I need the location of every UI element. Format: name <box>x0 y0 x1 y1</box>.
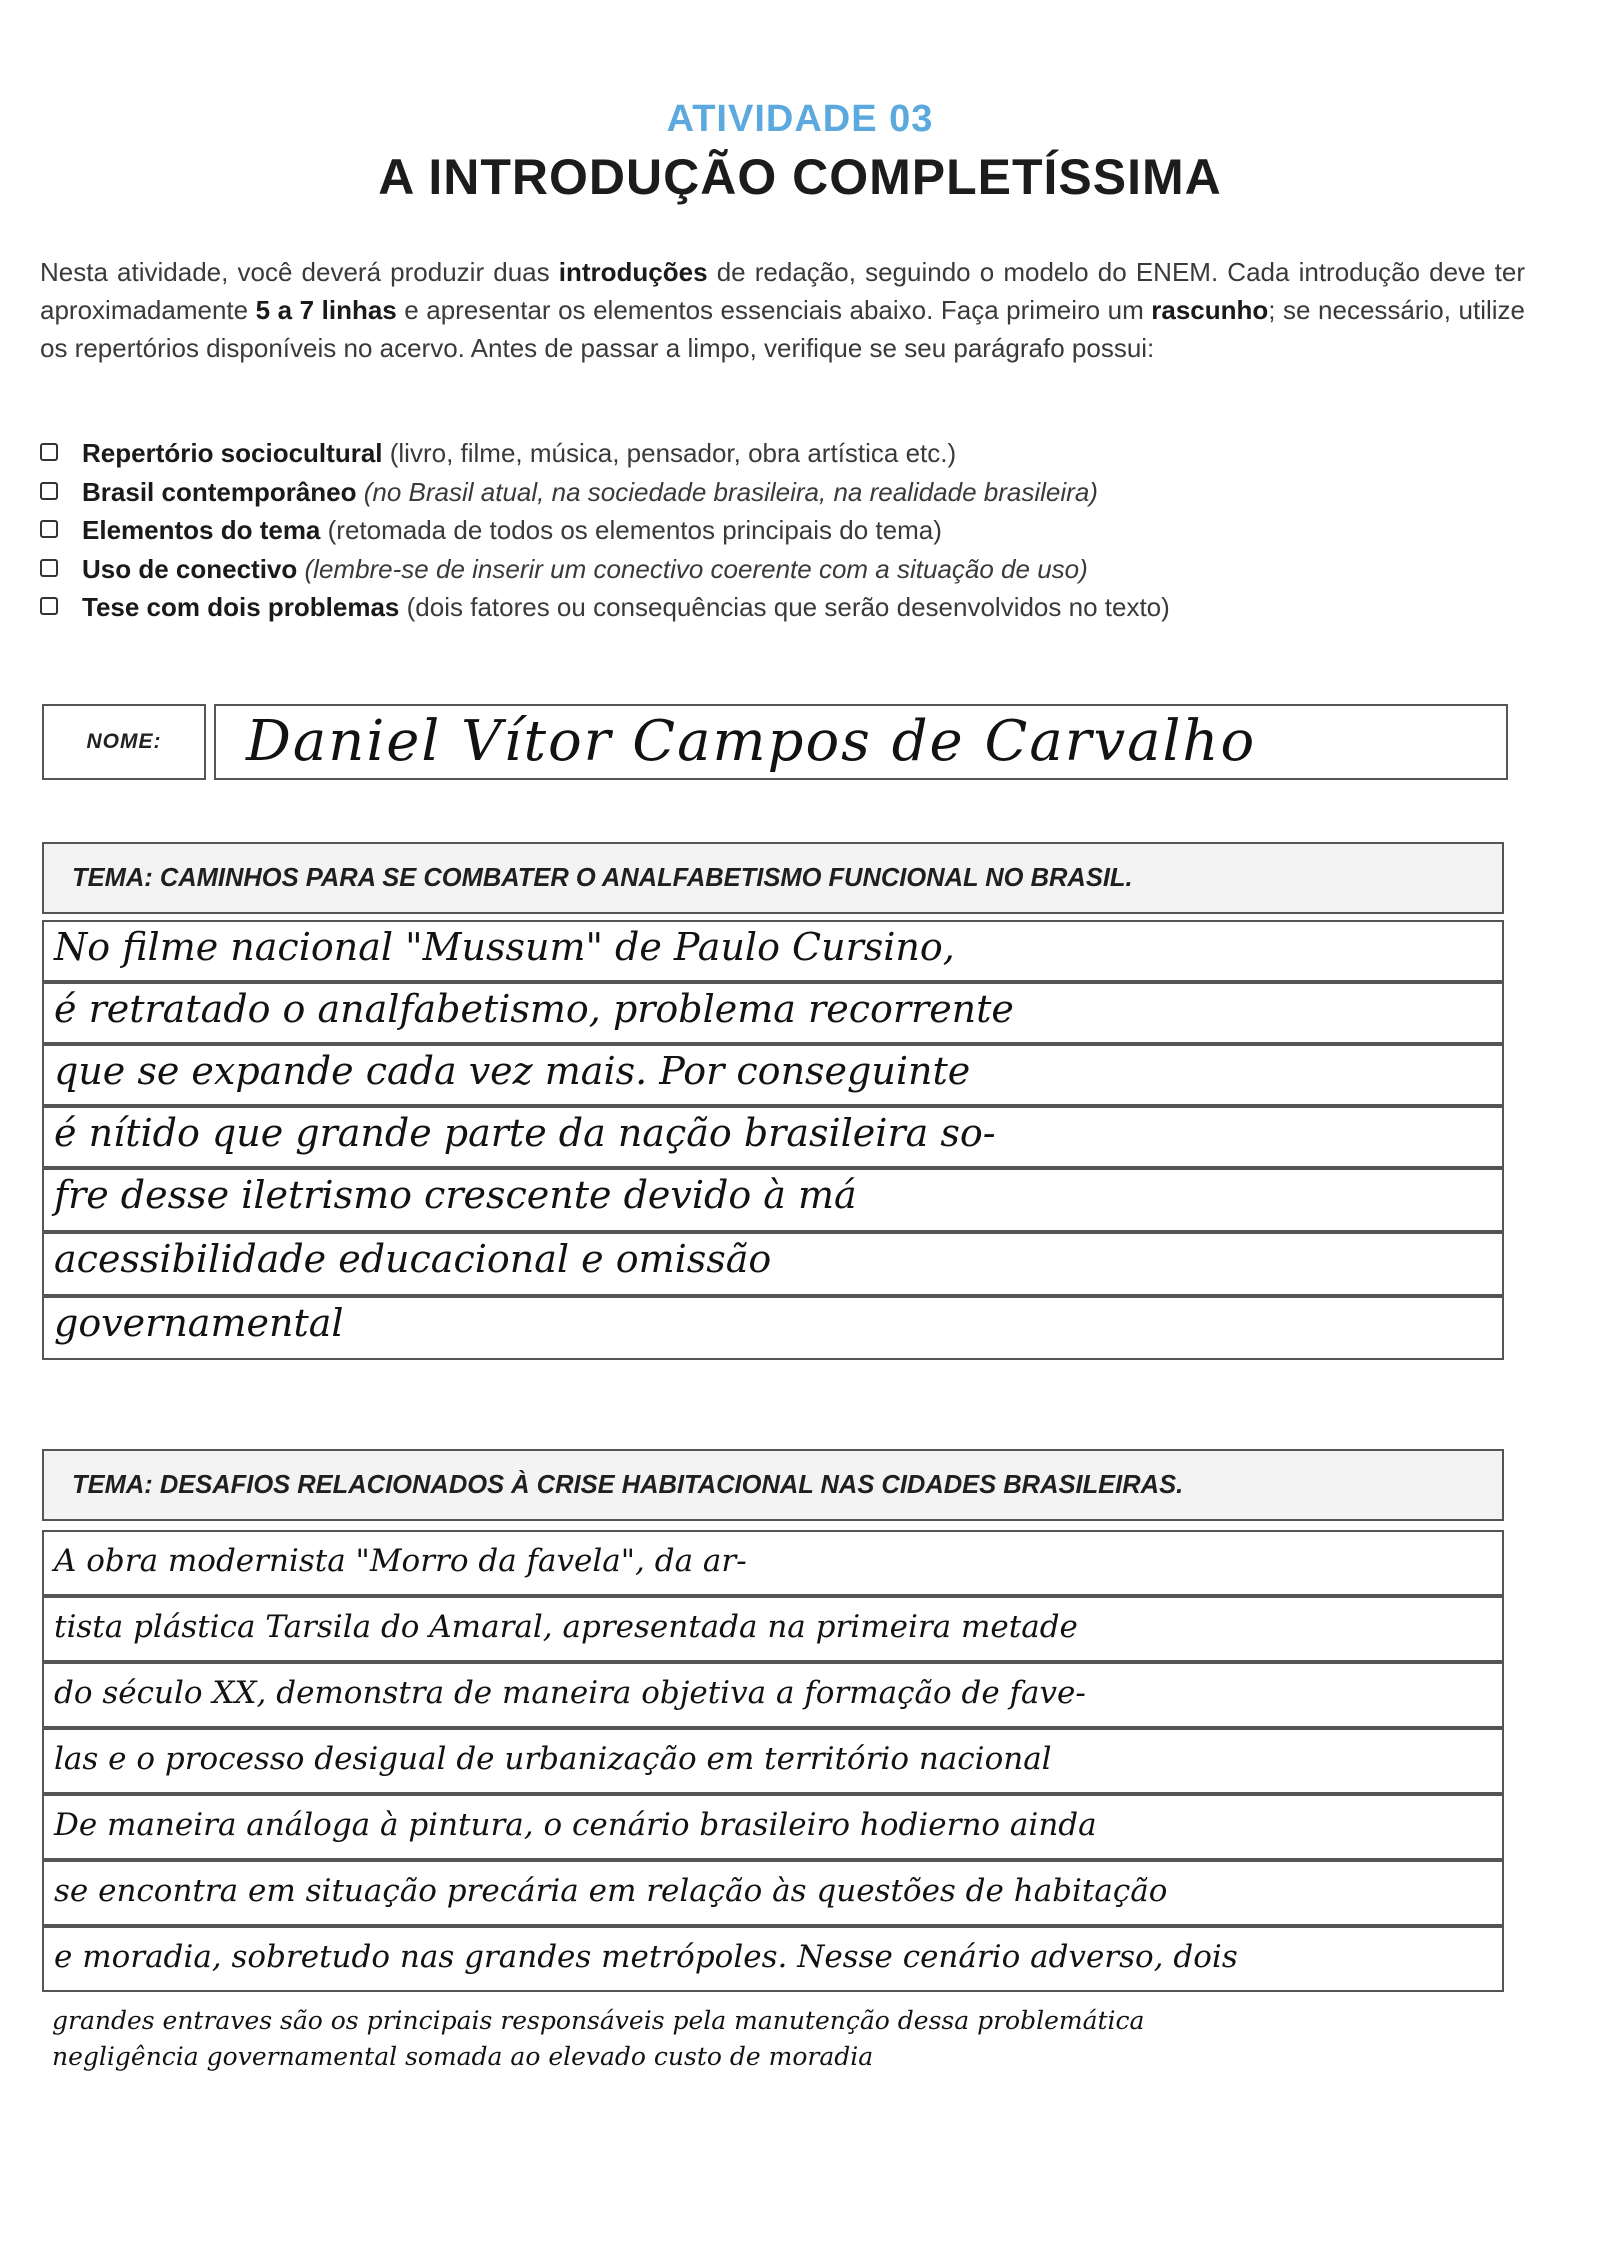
handwritten-line: e moradia, sobretudo nas grandes metrópoles. Nesse cenário adverso, dois <box>54 1939 1238 1975</box>
handwritten-line: do século XX, demonstra de maneira objetiva a formação de fave- <box>54 1675 1086 1711</box>
handwritten-line: A obra modernista "Morro da favela", da ar- <box>54 1543 747 1579</box>
checkbox-icon[interactable] <box>40 597 58 615</box>
writing-line[interactable] <box>42 1232 1504 1296</box>
checkbox-icon[interactable] <box>40 482 58 500</box>
name-label: NOME: <box>42 704 206 780</box>
writing-area-2[interactable] <box>42 1530 1504 2070</box>
handwritten-line: fre desse iletrismo crescente devido à má <box>54 1173 857 1217</box>
instructions-paragraph: Nesta atividade, você deverá produzir duas introduções de redação, seguindo o modelo do ENEM. Cada introdução deve ter aproximadamente 5 a 7 linhas e apresentar os elementos essenciais abaixo. Faça primeiro um rascunho; se necessário, utilize os repertórios disponíveis no acervo. Antes de passar a limpo, verifique se seu parágrafo possui: <box>40 257 1526 363</box>
writing-line[interactable] <box>42 1794 1504 1860</box>
writing-line[interactable] <box>42 1530 1504 1596</box>
handwritten-line: tista plástica Tarsila do Amaral, apresentada na primeira metade <box>54 1609 1078 1645</box>
checklist-item: Brasil contemporâneo (no Brasil atual, na sociedade brasileira, na realidade brasileira) <box>40 473 1540 512</box>
checklist-item: Elementos do tema (retomada de todos os elementos principais do tema) <box>40 511 1540 550</box>
writing-line[interactable] <box>42 982 1504 1044</box>
checkbox-icon[interactable] <box>40 443 58 461</box>
writing-line[interactable] <box>42 1728 1504 1794</box>
writing-line[interactable] <box>42 1168 1504 1232</box>
handwritten-line: é nítido que grande parte da nação brasileira so- <box>54 1111 996 1155</box>
activity-number: ATIVIDADE 03 <box>666 98 934 140</box>
writing-area-1[interactable] <box>42 920 1504 1383</box>
handwritten-line: De maneira análoga à pintura, o cenário brasileiro hodierno ainda <box>54 1807 1097 1843</box>
checkbox-icon[interactable] <box>40 520 58 538</box>
handwritten-line: se encontra em situação precária em relação às questões de habitação <box>54 1873 1168 1909</box>
writing-line[interactable] <box>42 1044 1504 1106</box>
handwritten-line: que se expande cada vez mais. Por conseguinte <box>54 1049 971 1093</box>
handwritten-line: negligência governamental somada ao elevado custo de moradia <box>52 2042 874 2071</box>
handwritten-line: acessibilidade educacional e omissão <box>54 1237 772 1281</box>
writing-line[interactable] <box>42 1860 1504 1926</box>
handwritten-line: las e o processo desigual de urbanização em território nacional <box>54 1741 1052 1777</box>
page-title: A INTRODUÇÃO COMPLETÍSSIMA <box>378 149 1222 205</box>
handwritten-line: No filme nacional "Mussum" de Paulo Cursino, <box>54 925 955 969</box>
writing-line[interactable] <box>42 920 1504 982</box>
checklist-item: Repertório sociocultural (livro, filme, música, pensador, obra artística etc.) <box>40 434 1540 473</box>
writing-line[interactable] <box>42 1662 1504 1728</box>
handwritten-name: Daniel Vítor Campos de Carvalho <box>246 709 1257 774</box>
name-row <box>42 704 1508 780</box>
handwritten-line: grandes entraves são os principais responsáveis pela manutenção dessa problemática <box>52 2006 1145 2035</box>
requirements-checklist <box>40 434 1540 627</box>
handwritten-line: é retratado o analfabetismo, problema recorrente <box>54 987 1014 1031</box>
checkbox-icon[interactable] <box>40 559 58 577</box>
checklist-item: Tese com dois problemas (dois fatores ou consequências que serão desenvolvidos no texto) <box>40 588 1540 627</box>
theme-heading-2: TEMA: DESAFIOS RELACIONADOS À CRISE HABITACIONAL NAS CIDADES BRASILEIRAS. <box>42 1449 1504 1521</box>
name-field[interactable] <box>214 704 1508 780</box>
checklist-item: Uso de conectivo (lembre-se de inserir um conectivo coerente com a situação de uso) <box>40 550 1540 589</box>
writing-line[interactable] <box>42 1106 1504 1168</box>
handwritten-line: governamental <box>54 1301 344 1345</box>
writing-line[interactable] <box>42 1926 1504 1992</box>
theme-heading-1: TEMA: CAMINHOS PARA SE COMBATER O ANALFABETISMO FUNCIONAL NO BRASIL. <box>42 842 1504 914</box>
writing-line[interactable] <box>42 1596 1504 1662</box>
writing-line[interactable] <box>42 1296 1504 1360</box>
